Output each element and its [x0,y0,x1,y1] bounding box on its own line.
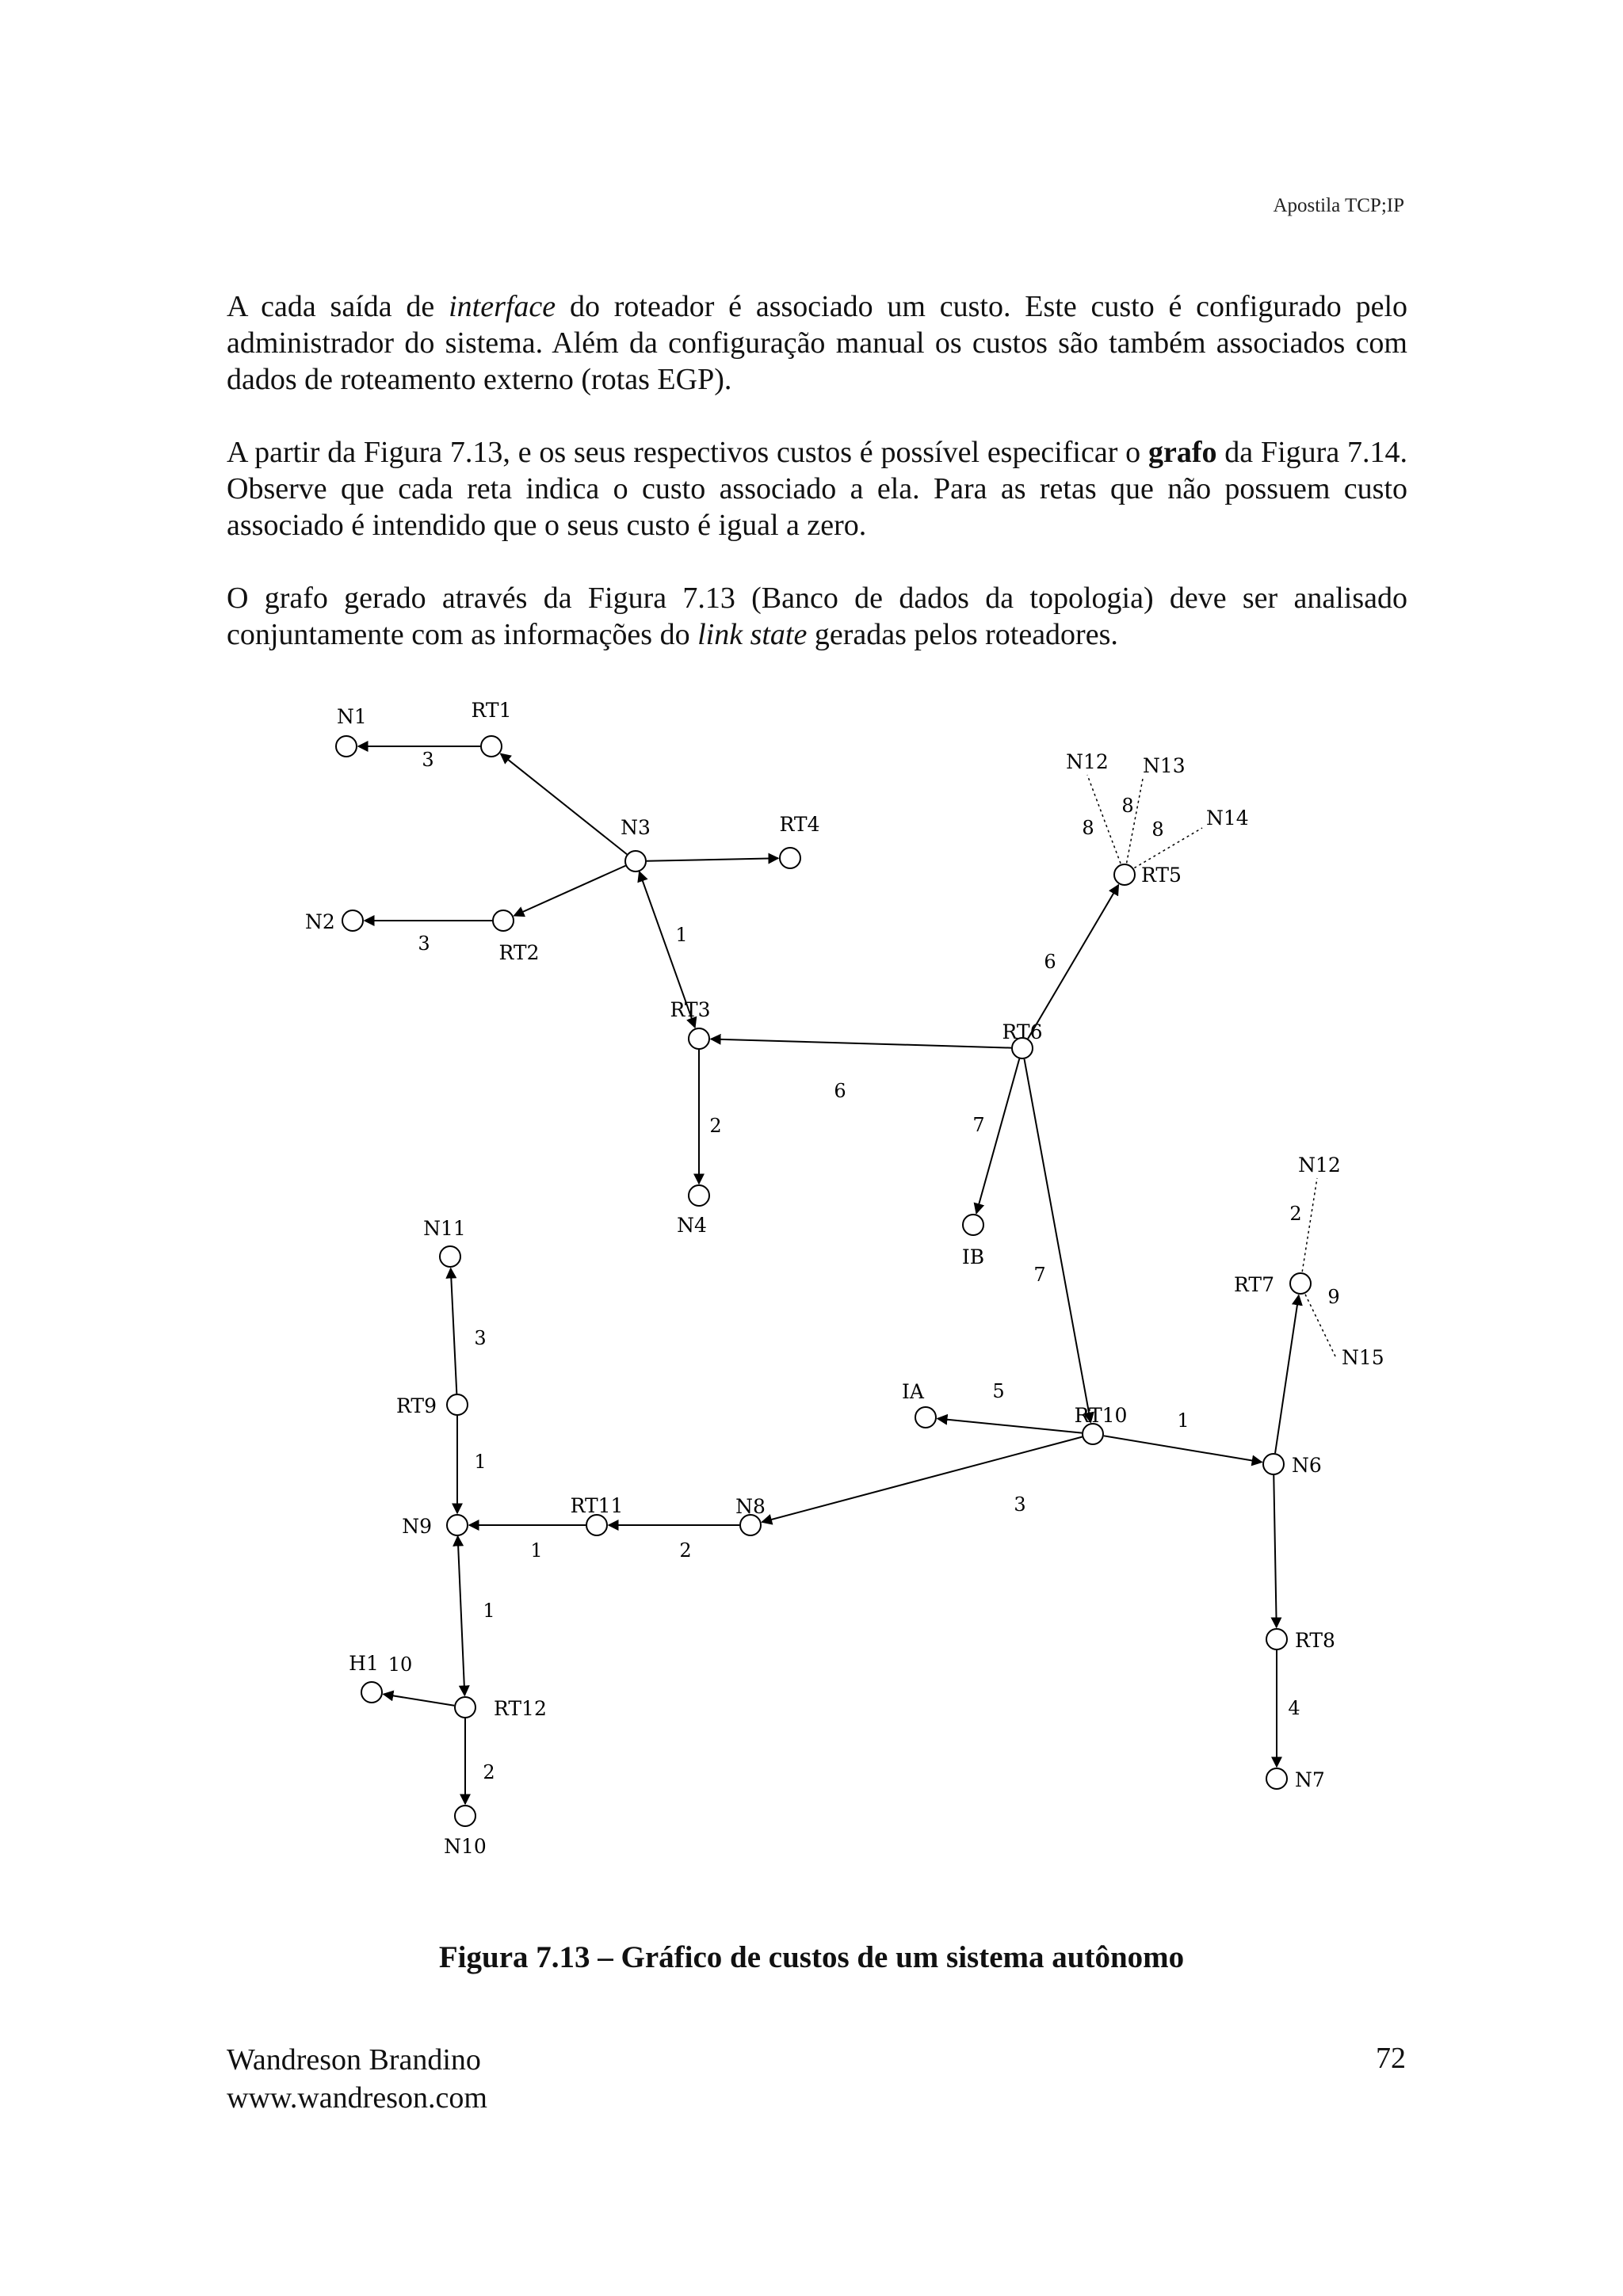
node-label-rt11: RT11 [570,1494,624,1517]
edge-n9-rt12 [458,1536,465,1695]
node-rt12 [455,1697,475,1718]
node-label-rt9: RT9 [396,1394,437,1417]
external-cost-label: 9 [1327,1286,1340,1308]
paragraph-1 [227,288,1407,398]
node-n7 [1266,1768,1287,1789]
node-label-n1: N1 [337,705,367,728]
node-label-n6: N6 [1292,1454,1322,1477]
node-n3 [625,851,646,871]
edge-cost-label: 3 [474,1327,487,1349]
node-label-n2: N2 [305,910,335,933]
node-ia [915,1407,936,1428]
edge-rt6-rt5 [1028,885,1118,1039]
edge-rt9-n11 [451,1268,457,1394]
node-n10 [455,1806,475,1826]
edge-rt10-ia [938,1418,1082,1432]
external-cost-label: 8 [1121,795,1134,817]
node-rt8 [1266,1629,1287,1650]
edge-cost-label: 7 [972,1114,985,1136]
node-label-n3: N3 [621,816,651,839]
node-label-rt8: RT8 [1295,1629,1335,1652]
edge-n6-rt8 [1274,1475,1276,1627]
external-cost-label: 8 [1082,817,1094,839]
node-n2 [342,910,363,931]
paragraph-text-run: link state [697,618,808,651]
author-name: Wandreson Brandino [227,2043,481,2077]
node-label-rt10: RT10 [1074,1404,1128,1427]
paragraph-text-run: grafo [1148,436,1217,469]
running-header: Apostila TCP;IP [1273,195,1404,216]
node-rt2 [493,910,514,931]
paragraph-3 [227,580,1407,653]
node-rt4 [780,848,800,868]
edge-rt12-h1 [384,1694,454,1705]
external-label-n13: N13 [1143,754,1186,777]
edge-cost-label: 3 [422,749,434,771]
edge-rt6-rt10 [1025,1059,1091,1422]
node-h1 [361,1682,382,1703]
paragraph-text-run: geradas pelos roteadores. [807,618,1118,651]
paragraph-text-run: A cada saída de [227,290,449,323]
edge-cost-label: 4 [1288,1697,1300,1719]
node-label-ia: IA [902,1380,924,1403]
footer-author [227,2041,487,2117]
node-label-h1: H1 [349,1652,379,1675]
edge-cost-label: 5 [992,1380,1005,1402]
node-label-n4: N4 [677,1214,707,1237]
edge-n6-rt7 [1275,1295,1299,1453]
external-label-n12a: N12 [1066,750,1109,773]
edge-cost-label: 3 [418,933,430,955]
network-cost-diagram [281,685,1395,1897]
author-website: www.wandreson.com [227,2081,487,2115]
node-label-n8: N8 [735,1495,766,1518]
edge-n3-rt1 [501,753,627,854]
edge-cost-label: 1 [474,1451,487,1473]
paragraph-text-run: do roteador é associado um custo. Este custo é configurado pelo administrador do sistema. Além da configuração manual os custos são também associados com dados de roteamento externo (rotas EGP). [227,290,1407,396]
edge-cost-label: 3 [1014,1493,1026,1516]
node-rt11 [586,1515,607,1535]
node-label-rt7: RT7 [1234,1273,1274,1296]
external-link-n12b [1302,1178,1317,1272]
edge-cost-label: 6 [1044,951,1056,973]
node-rt1 [481,736,502,757]
edge-cost-label: 10 [388,1653,413,1676]
edge-rt6-ib [976,1058,1019,1213]
edge-cost-label: 2 [483,1761,495,1783]
node-rt5 [1114,864,1135,885]
node-n1 [336,736,357,757]
external-label-n12b: N12 [1298,1154,1341,1177]
external-label-n15: N15 [1342,1346,1384,1369]
paragraph-text-run: interface [449,290,556,323]
edge-rt10-n6 [1104,1436,1262,1462]
node-label-rt5: RT5 [1141,864,1182,887]
edge-cost-label: 1 [483,1600,495,1622]
node-rt9 [447,1394,468,1415]
edge-cost-label: 6 [834,1080,846,1102]
node-rt3 [689,1028,709,1049]
edge-n3-rt4 [647,858,778,860]
external-link-n14 [1134,828,1202,868]
edge-n3-rt2 [514,866,626,916]
external-link-n13 [1127,779,1143,863]
node-label-rt2: RT2 [498,941,540,964]
paragraph-2 [227,434,1407,543]
figure-caption: Figura 7.13 – Gráfico de custos de um sistema autônomo [438,1940,1185,1974]
edge-cost-label: 2 [679,1539,692,1562]
node-label-n11: N11 [423,1217,466,1240]
node-label-ib: IB [961,1245,985,1268]
edge-cost-label: 2 [709,1115,722,1137]
edge-cost-label: 1 [1177,1409,1190,1432]
node-rt7 [1290,1273,1311,1294]
node-label-rt3: RT3 [670,998,711,1021]
paragraph-text-run: A partir da Figura 7.13, e os seus respectivos custos é possível especificar o [227,436,1148,469]
page-number: 72 [1376,2042,1406,2075]
paragraph-text-run: O grafo gerado através da Figura 7.13 (Banco de dados da topologia) deve ser analisado conjuntamente com as informações do [227,582,1407,651]
node-label-rt4: RT4 [779,813,820,836]
external-cost-label: 2 [1289,1203,1302,1225]
node-label-rt6: RT6 [1002,1020,1043,1043]
paragraph-text-run: da Figura 7.14. Observe que cada reta indica o custo associado a ela. Para as retas que não possuem custo associado é intendido que o seus custo é igual a zero. [227,436,1407,542]
node-label-n9: N9 [402,1515,432,1538]
node-label-n7: N7 [1295,1768,1325,1791]
edge-cost-label: 7 [1033,1264,1046,1286]
edge-cost-label: 1 [530,1539,543,1562]
node-n11 [440,1246,460,1267]
node-label-n10: N10 [444,1835,487,1858]
node-label-rt12: RT12 [494,1697,547,1720]
edge-rt6-rt3 [711,1039,1011,1047]
node-n6 [1263,1454,1284,1474]
edge-cost-label: 1 [675,924,688,946]
node-ib [963,1215,983,1235]
edge-rt10-n8 [762,1437,1082,1523]
external-cost-label: 8 [1151,818,1164,841]
node-n4 [689,1185,709,1206]
external-label-n14: N14 [1206,807,1249,830]
node-label-rt1: RT1 [471,699,512,722]
node-n9 [447,1515,468,1535]
